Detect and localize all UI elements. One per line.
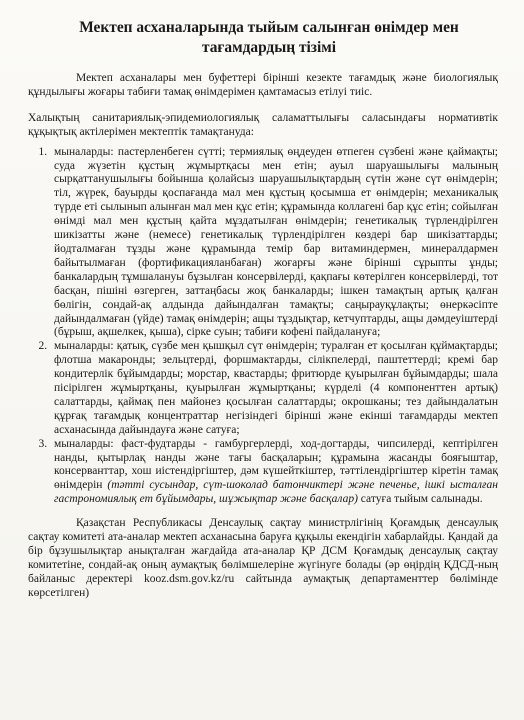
list-item [50,146,498,341]
list-item-italic-note: (тәтті сусындар, сүт-шоколад батончиктері және печенье, ішкі ысталған гастрономиялық ет бұйымдары, шұжықтар және басқалар) [54,479,498,506]
list-item-text: мыналарды: қатық, сүзбе мен қышқыл сүт өнімдерін; туралған ет қосылған құймақтарды; флотша макаронды; зельцтерді, форшмактарды, сілікпелерді, паштеттерді; кремі бар кондитерлік бұйымдарды; морстар, квастарды; фритюрде қуырылған бұйымдарды; шала пісірілген жұмыртқаны, қуырылған жұмыртқаны; күрделі (4 компоненттен артық) салаттарды, қаймақ пен майонез қосылған салаттарды; окрошканы; тез дайындалатын құрғақ тағамдық концентраттар негізіндегі бірінші және екінші тағамдарды мектеп асханасында дайындауға және сатуға; [54,340,498,436]
list-item-tail: сатуға тыйым салынады. [360,493,483,506]
list-item-text: мыналарды: фаст-фудтарды - гамбургерлерді, ход-догтарды, чипсилерді, кептірілген нанды, қытырлақ нанды және тағы басқаларын; құрамына жасанды бояғыштар, консерванттар, хош иістендіргіштер, дәм күшейткіштер, тәттілендіргіштер кіретін тамақ өнімдерін [54,437,498,492]
law-paragraph: Халықтың санитариялық-эпидемиологиялық саламаттылығы саласындағы нормативтік құқықтық актілерімен мектептік тамақтануда: [28,111,498,138]
list-item-text: мыналарды: пастерленбеген сүтті; термиялық өңдеуден өтпеген сүзбені және қаймақты; суда жүзетін құстың жұмыртқасы мен етін; ауыл шаруашылығы малының сырқаттанушылығы бойынша қолайсыз шаруашылықтардың сүтін және сүт өнімдерін; тіл, жүрек, бауырды қоспағанда мал мен құстың қосымша ет өнімдерін; механикалық түрде еті сылынып алынған мал мен құс етін; құрамында коллагені бар құс етін; сойылған өнімді мал мен құстың қайта мұздатылған өнімдерін; генетикалық түрлендірілген шикізатты және (немесе) генетикалық түрлендірілген көздері бар шикізаттарды; йодталмаған тұзды және құрамында темір бар витаминдермен, минералдармен байытылмаған (фортификацияланбаған) жоғарғы және бірінші сұрыпты ұнды; банкалардың тұмшалануы бұзылған консервілерді, қақпағы көтерілген консервілерді, тот басқан, пішіні өзгерген, заттаңбасы жоқ банкаларды; ішкен тамақтың артық қалған бөлігін, сондай-ақ алдында дайындалған тамақты; саңырауқұлақты; өнеркәсіпте дайындалмаған (үйде) тамақ өнімдерін; ащы тұздықтар, кетчуптарды, ащы дәмдеуіштерді (бұрыш, ақшелкек, қыша), сірке суын; табиғи кофені пайдалануға; [54,145,498,339]
list-item [50,340,498,437]
intro-paragraph: Мектеп асханалары мен буфеттері бірінші кезекте тағамдық және биологиялық құндылығы жоғары табиғи тамақ өнімдерімен қамтамасыз етілуі тиіс. [28,72,498,98]
list-item [50,438,498,508]
prohibited-list [28,146,498,508]
closing-paragraph: Қазақстан Республикасы Денсаулық сақтау министрлігінің Қоғамдық денсаулық сақтау комитеті ата-аналар мектеп асханасына баруға құқылы екендігін хабарлайды. Қандай да бір бұзушылықтар анықталған жағдайда ата-аналар ҚР ДСМ Қоғамдық денсаулық сақтау комитетіне, сондай-ақ оның аумақтық бөлімшелеріне жүгінуге болады (әр өңірдің ҚДСД-ның байланыс деректері kooz.dsm.gov.kz/ru сайтында аумақтық департаменттер бөлімінде көрсетілген) [28,517,498,599]
document-title: Мектеп асханаларында тыйым салынған өнімдер мен тағамдардың тізімі [79,19,459,56]
